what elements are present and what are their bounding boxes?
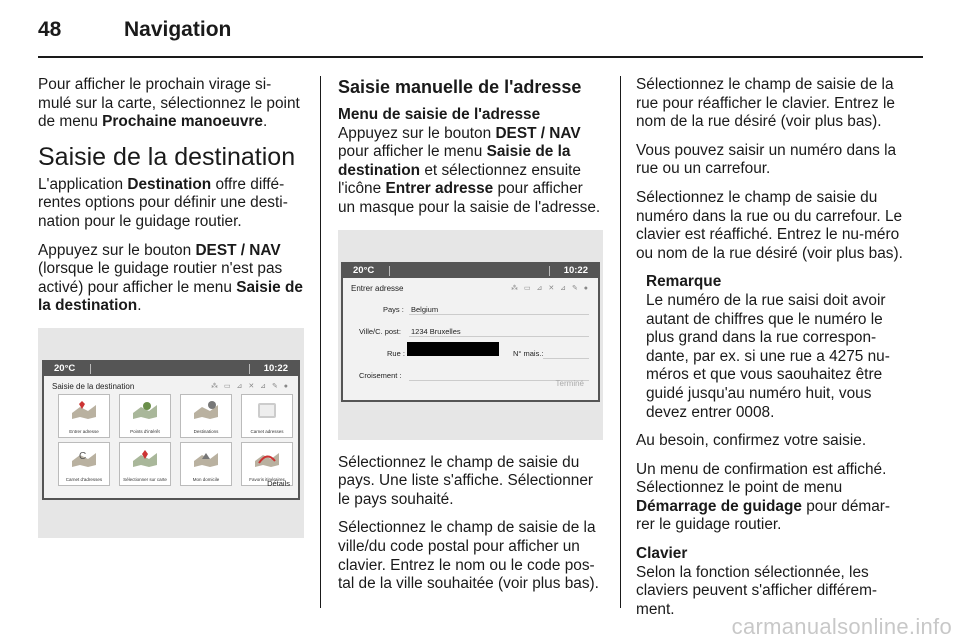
country-label: Pays :: [383, 304, 404, 314]
paragraph: Sélectionnez le champ de saisie de la ville/du code postal pour afficher un clavier. Entrez le nom ou le code pos-tal de la ville souhaitée (voir plus bas).: [338, 519, 599, 593]
section-title: Navigation: [124, 18, 232, 41]
paragraph: Un menu de confirmation est affiché. Sélectionnez le point de menu Démarrage de guidage pour démar-rer le guidage routier.: [636, 460, 891, 534]
paragraph: Selon la fonction sélectionnée, les claviers peuvent s'afficher différem-ment.: [636, 563, 878, 618]
section-heading: Saisie de la destination: [38, 142, 296, 171]
map-pin-icon: [131, 447, 159, 469]
route-icon: [253, 447, 281, 469]
temperature: 20°C: [54, 362, 76, 374]
house-number-label: N° mais.:: [513, 348, 544, 358]
tile-address-book: Carnet adresses: [241, 394, 293, 438]
paragraph: Au besoin, confirmez votre saisie.: [636, 432, 867, 450]
book-icon: [253, 399, 281, 421]
watermark: carmanualsonline.info: [731, 614, 952, 639]
column-2: [338, 76, 603, 604]
paragraph: Sélectionnez le champ de saisie du pays. Une liste s'affiche. Sélectionner le pays souhaité.: [338, 453, 594, 508]
status-icons: ⁂ ▭ ⊿ ✕ ⊿ ✎ ●: [211, 382, 290, 390]
home-icon: [192, 447, 220, 469]
infotainment-screen: [42, 360, 300, 500]
note-title: Remarque: [646, 273, 722, 291]
clock: 10:22: [563, 264, 588, 276]
paragraph: Appuyez sur le bouton DEST / NAV pour afficher le menu Saisie de la destination et sélectionnez ensuite l'icône Entrer adresse pour afficher un masque pour la saisie de l'adresse.: [338, 124, 601, 216]
column-divider: [320, 76, 321, 608]
intro-paragraph: Pour afficher le prochain virage si-mulé sur la carte, sélectionnez le point de menu Prochaine manoeuvre.: [38, 76, 300, 131]
tile-favourite-routes: Favoris itinéraires: [241, 442, 293, 486]
paragraph: Vous pouvez saisir un numéro dans la rue ou un carrefour.: [636, 141, 897, 178]
keyboard-heading: Clavier: [636, 545, 688, 563]
country-value: Belgium: [411, 304, 439, 314]
temperature: 20°C: [353, 264, 375, 276]
city-label: Ville/C. post:: [359, 326, 401, 336]
screen-title: Entrer adresse: [351, 283, 404, 293]
paragraph: Sélectionnez le champ de saisie de la rue pour réafficher le clavier. Entrez le nom de la rue désiré (voir plus bas).: [636, 76, 895, 131]
contacts-icon: [70, 447, 98, 469]
column-3: [636, 76, 904, 629]
status-icons: ⁂ ▭ ⊿ ✕ ⊿ ✎ ●: [511, 284, 590, 292]
street-label: Rue :: [387, 348, 405, 358]
tile-select-on-map: Sélectionner sur carte: [119, 442, 171, 486]
svg-text:C: C: [79, 450, 87, 462]
destination-menu-screenshot: [38, 328, 304, 538]
sub-subsection-heading: Menu de saisie de l'adresse: [338, 106, 541, 123]
details-button-label: Détails: [267, 479, 290, 489]
note-text: Le numéro de la rue saisi doit avoir autant de chiffres que le numéro le plus grand dans la rue correspon-dante, par ex. si une rue a 4275 nu-méros et que vous saouhaitez être guidé jusqu'au numéro huit, vous devez entrer 0008.: [646, 291, 890, 421]
page-number: 48: [38, 18, 62, 41]
status-bar: [44, 362, 298, 376]
tile-home: Mon domicile: [180, 442, 232, 486]
crossing-label: Croisement :: [359, 370, 402, 380]
done-button-label: Terminé: [555, 378, 584, 388]
street-field-redacted: [407, 342, 499, 356]
status-bar: [343, 264, 598, 278]
paragraph: Appuyez sur le bouton DEST / NAV (lorsque le guidage routier n'est pas activé) pour afficher le menu Saisie de la destination.: [38, 241, 303, 315]
infotainment-screen: [341, 262, 600, 402]
map-icon: [70, 399, 98, 421]
city-value: 1234 Bruxelles: [411, 326, 461, 336]
header-rule: [38, 56, 923, 58]
subsection-heading: Saisie manuelle de l'adresse: [338, 77, 582, 97]
tile-points-of-interest: Points d'intérêt: [119, 394, 171, 438]
paragraph: Sélectionnez le champ de saisie du numéro dans la rue ou du carrefour. Le clavier est réaffiché. Entrez le nu-méro ou nom de la rue désiré (voir plus bas).: [636, 188, 903, 262]
paragraph: L'application Destination offre diffé-rentes options pour définir une desti-nation pour le guidage routier.: [38, 175, 288, 230]
history-icon: [192, 399, 220, 421]
tile-enter-address: Entrer adresse: [58, 394, 110, 438]
poi-icon: [131, 399, 159, 421]
column-1: [38, 76, 304, 538]
tile-contacts: C Carnet d'adresses: [58, 442, 110, 486]
column-divider: [620, 76, 621, 608]
screen-title: Saisie de la destination: [52, 381, 135, 391]
page-header: [38, 18, 922, 48]
tile-previous-destinations: Destinations: [180, 394, 232, 438]
clock: 10:22: [263, 362, 288, 374]
address-entry-screenshot: [338, 230, 603, 440]
note-box: [636, 273, 904, 422]
